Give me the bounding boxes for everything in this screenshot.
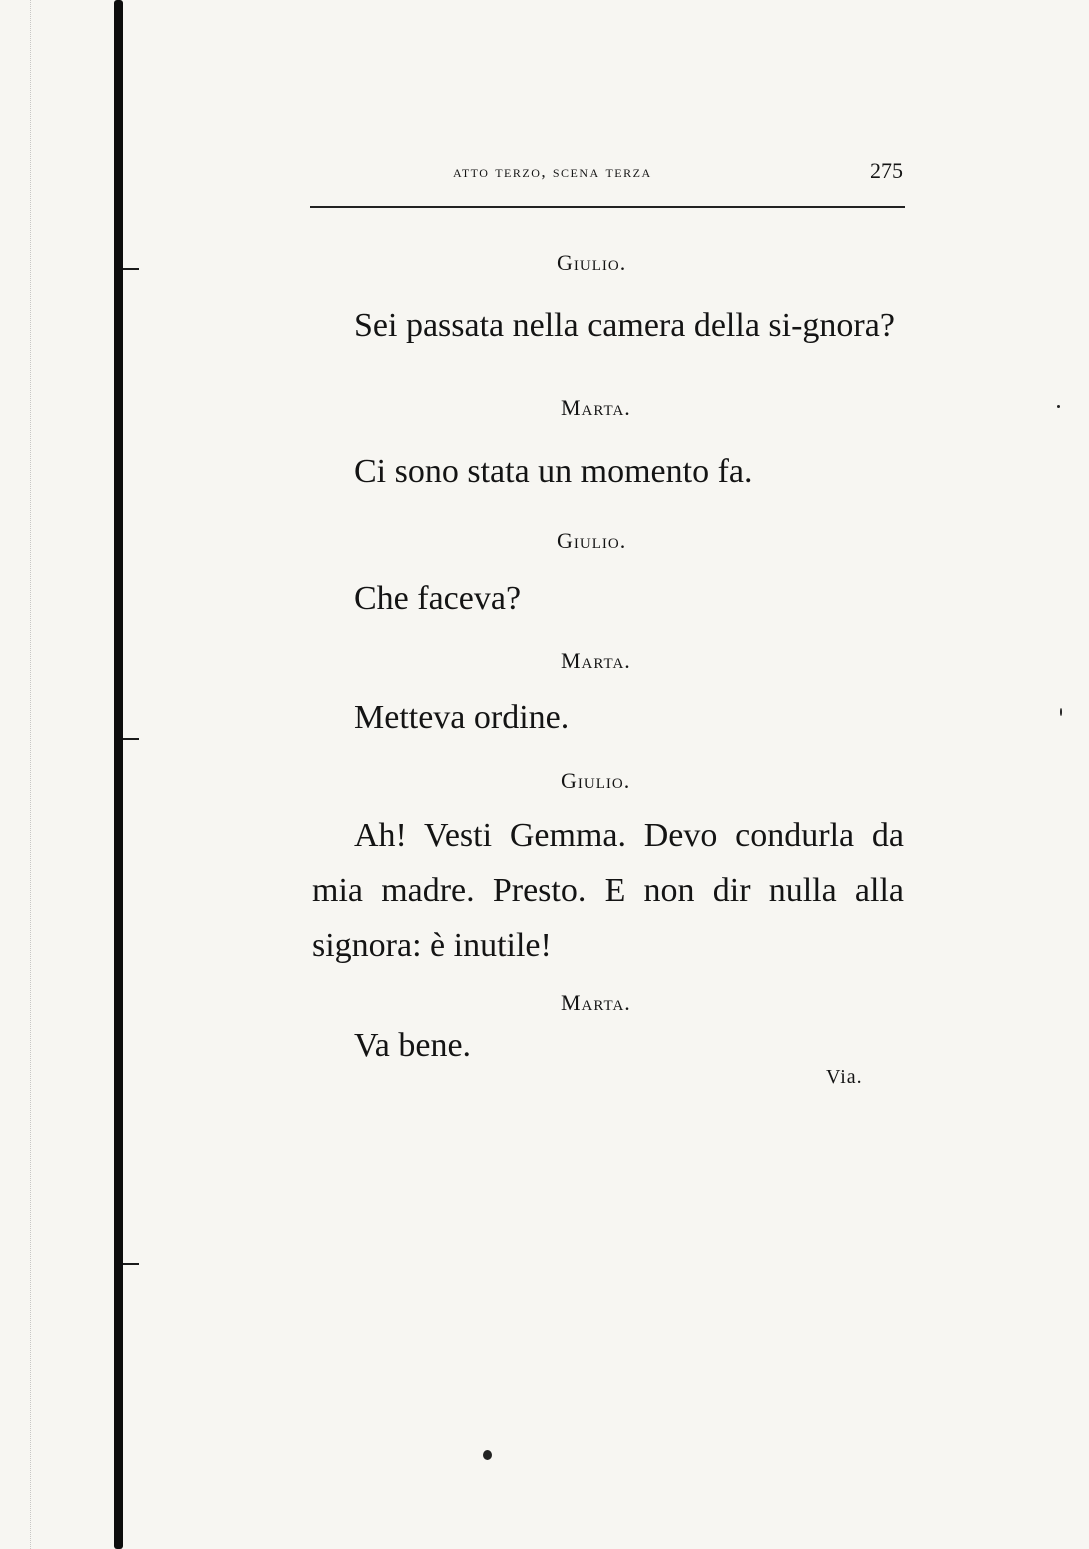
running-title: atto terzo, scena terza bbox=[453, 162, 652, 181]
binding-mark bbox=[123, 1263, 139, 1265]
dialogue-line: Va bene. bbox=[354, 1027, 472, 1064]
dialogue-line: Ah! Vesti Gemma. Devo condurla da mia madre. Presto. E non dir nulla alla signora: è inutile! bbox=[312, 817, 904, 964]
stage-direction: Via. bbox=[826, 1066, 863, 1088]
dialogue-line: Metteva ordine. bbox=[354, 699, 570, 736]
ink-speck bbox=[1060, 708, 1062, 716]
speaker-name: Marta. bbox=[561, 648, 631, 673]
binding-mark bbox=[123, 268, 139, 270]
page-number: 275 bbox=[870, 158, 903, 183]
speaker-name: Giulio. bbox=[557, 250, 627, 275]
page-edge bbox=[0, 0, 31, 1549]
ink-speck bbox=[1057, 405, 1060, 408]
ink-speck bbox=[483, 1450, 492, 1460]
dialogue-line: Che faceva? bbox=[354, 580, 522, 617]
speaker-name: Marta. bbox=[561, 990, 631, 1015]
dialogue-line: Ci sono stata un momento fa. bbox=[354, 453, 753, 490]
speaker-name: Giulio. bbox=[561, 768, 631, 793]
speaker-name: Marta. bbox=[561, 395, 631, 420]
running-head bbox=[310, 156, 905, 208]
speaker-name: Giulio. bbox=[557, 528, 627, 553]
binding-mark bbox=[123, 738, 139, 740]
binding-shadow bbox=[114, 0, 123, 1549]
dialogue-line: Sei passata nella camera della si-gnora? bbox=[354, 307, 895, 344]
